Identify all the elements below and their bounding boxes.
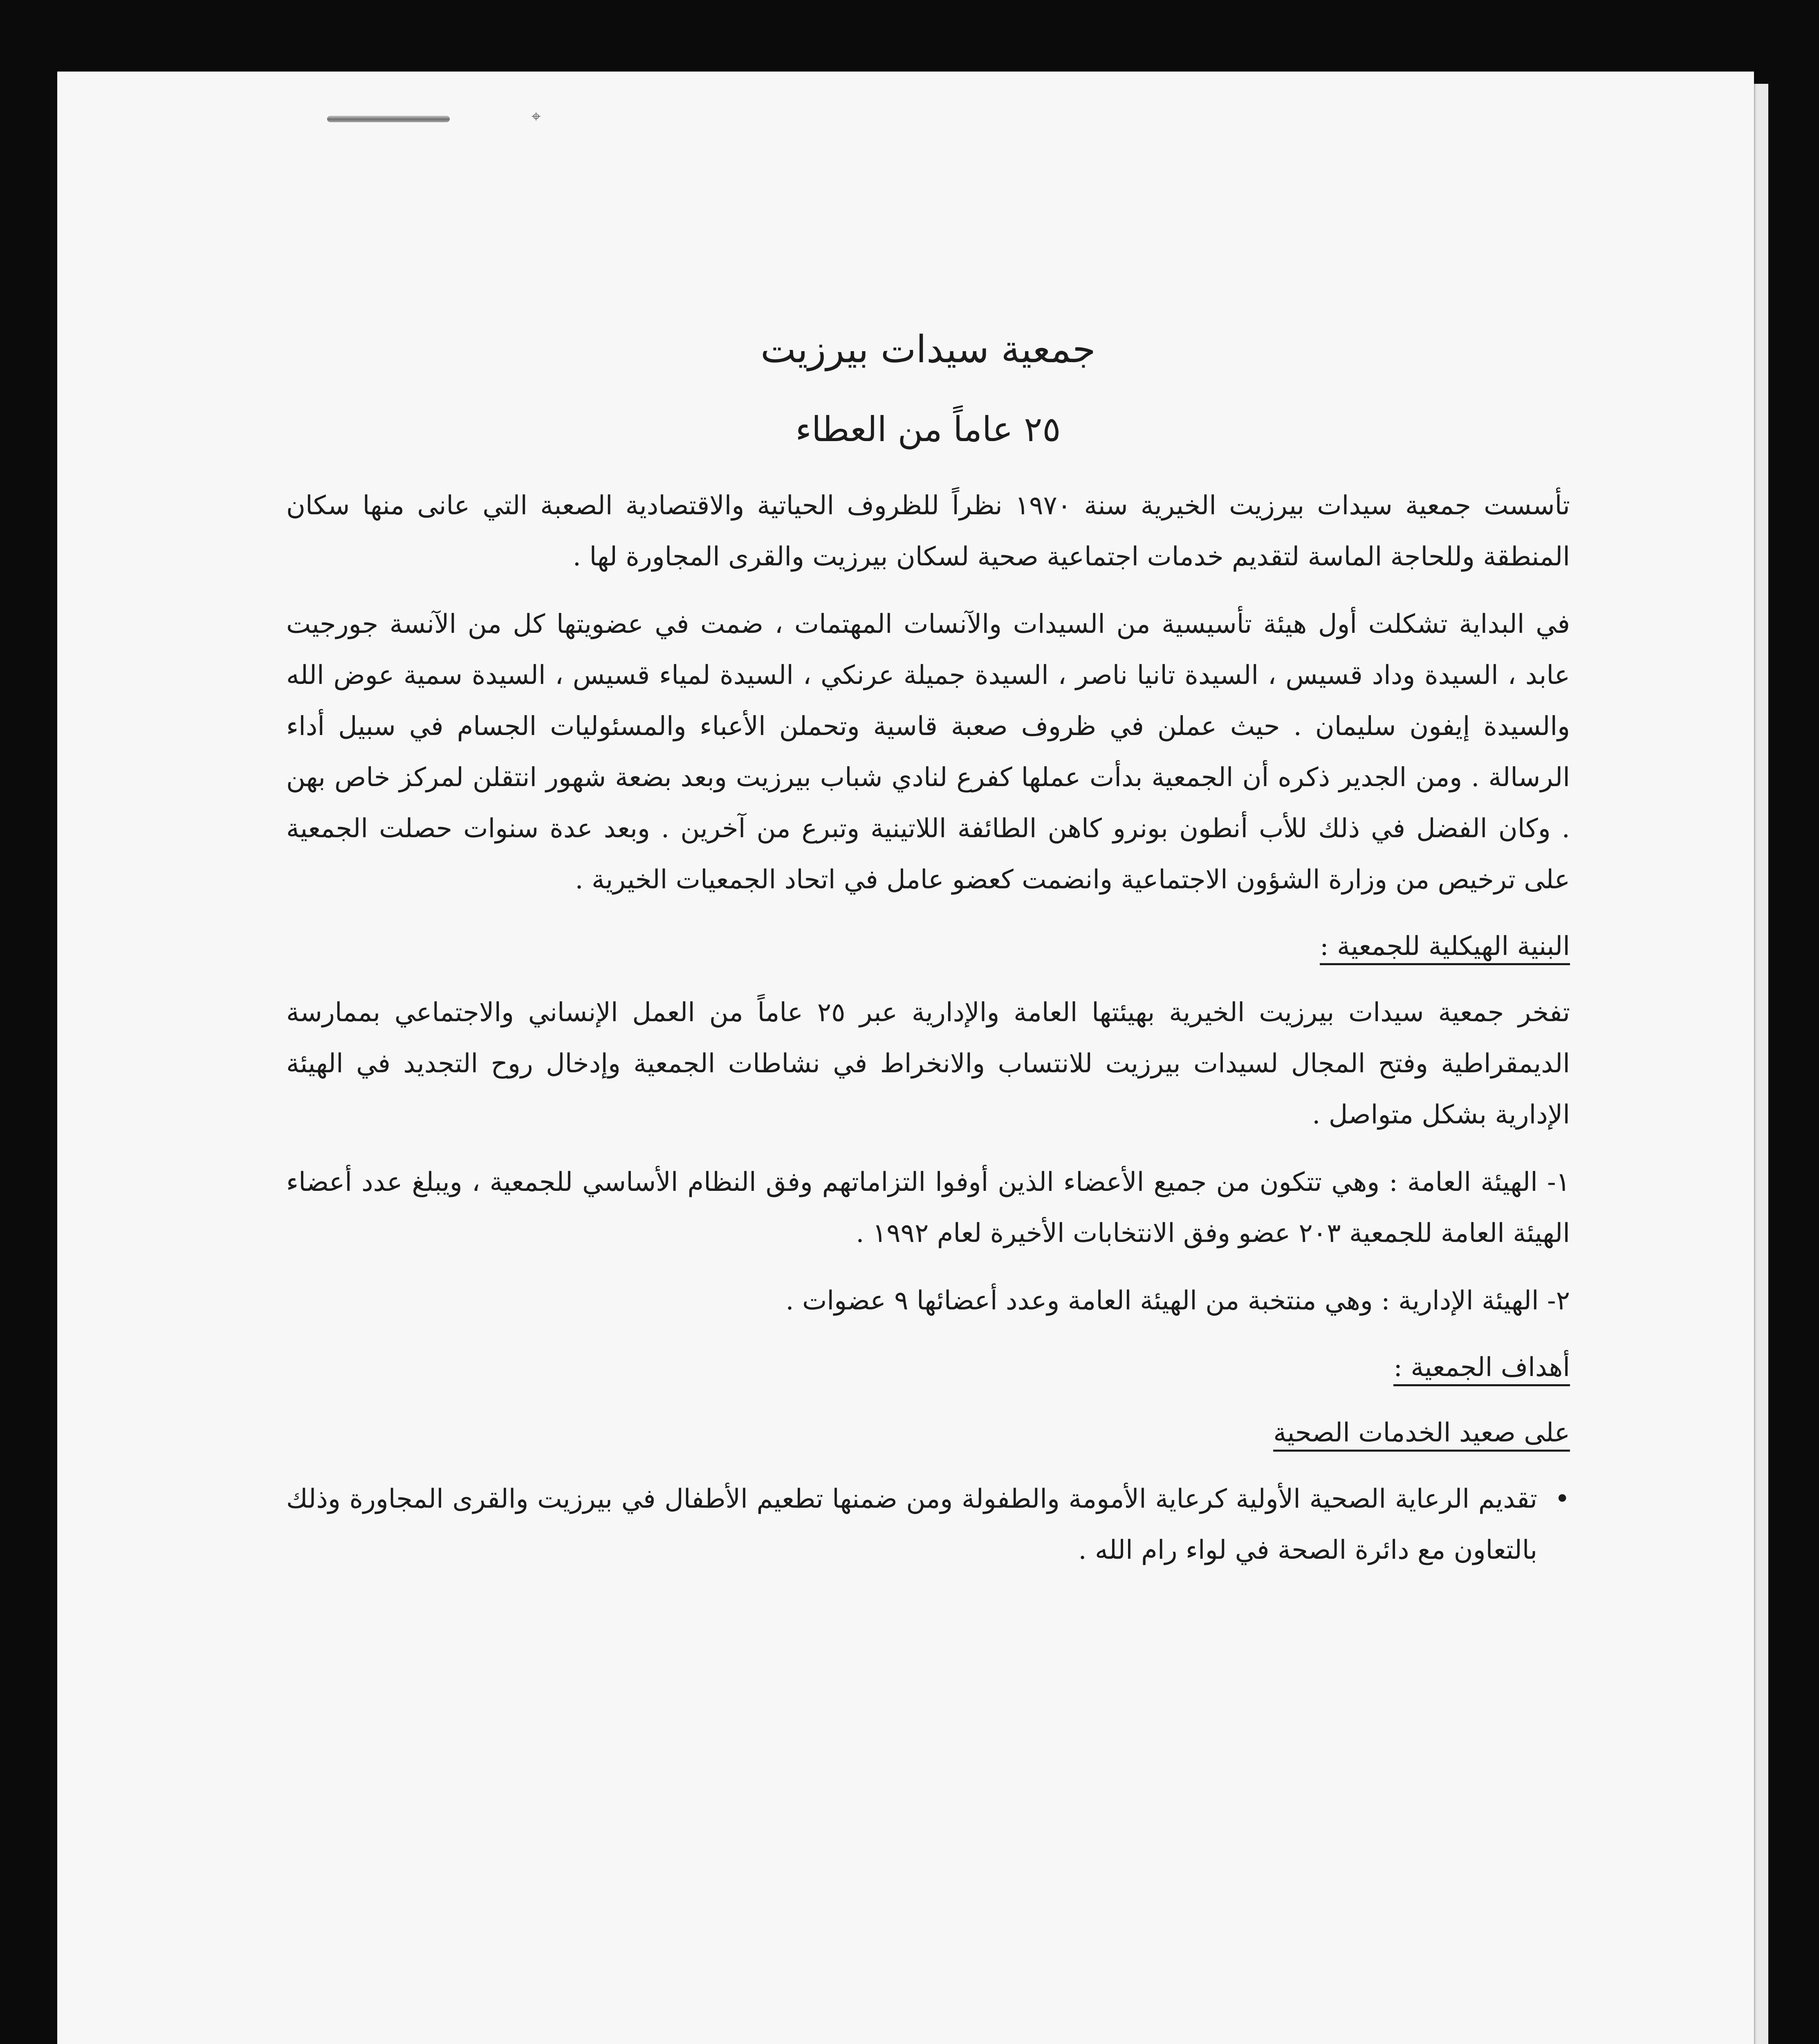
- bullet-dot-icon: •: [1554, 1484, 1570, 1514]
- staple: [327, 116, 450, 122]
- founding-paragraph: في البداية تشكلت أول هيئة تأسيسية من السيدات والآنسات المهتمات ، ضمت في عضويتها كل من الآنسة جورجيت عابد ، السيدة وداد قسيس ، السيدة تانيا ناصر ، السيدة جميلة عرنكي ، السيدة لمياء قسيس ، السيدة سمية عوض الله والسيدة إيفون سليمان . حيث عملن في ظروف صعبة قاسية وتحملن الأعباء والمسئوليات الجسام في سبيل أداء الرسالة . ومن الجدير ذكره أن الجمعية بدأت عملها كفرع لنادي شباب بيرزيت وبعد بضعة شهور انتقلن لمركز خاص بهن . وكان الفضل في ذلك للأب أنطون بونرو كاهن الطائفة اللاتينية وتبرع من آخرين . وبعد عدة سنوات حصلت الجمعية على ترخيص من وزارة الشؤون الاجتماعية وانضمت كعضو عامل في اتحاد الجمعيات الخيرية .: [286, 609, 1570, 895]
- document-body: [286, 321, 1570, 1576]
- document-page: [57, 72, 1754, 2044]
- document-title: جمعية سيدات بيرزيت: [760, 327, 1096, 371]
- structure-heading-text: البنية الهيكلية للجمعية :: [1320, 931, 1570, 965]
- goals-heading: [286, 1343, 1570, 1392]
- structure-paragraph: تفخر جمعية سيدات بيرزيت الخيرية بهيئتها العامة والإدارية عبر ٢٥ عاماً من العمل الإنساني والاجتماعي بممارسة الديمقراطية وفتح المجال لسيدات بيرزيت للانتساب والانخراط في نشاطات الجمعية وإدخال روح التجديد في الهيئة الإدارية بشكل متواصل .: [286, 997, 1570, 1130]
- health-services-heading-text: على صعيد الخدمات الصحية: [1273, 1418, 1570, 1452]
- structure-heading: [286, 922, 1570, 971]
- admin-body-paragraph: ٢- الهيئة الإدارية : وهي منتخبة من الهيئة العامة وعدد أعضائها ٩ عضوات .: [785, 1286, 1570, 1316]
- document-subtitle: ٢٥ عاماً من العطاء: [795, 409, 1061, 449]
- bullet-item-text: تقديم الرعاية الصحية الأولية كرعاية الأمومة والطفولة ومن ضمنها تطعيم الأطفال في بيرزيت والقرى المجاورة وذلك بالتعاون مع دائرة الصحة في لواء رام الله .: [286, 1484, 1538, 1565]
- intro-paragraph: تأسست جمعية سيدات بيرزيت الخيرية سنة ١٩٧٠ نظراً للظروف الحياتية والاقتصادية الصعبة التي عانى منها سكان المنطقة وللحاجة الماسة لتقديم خدمات اجتماعية صحية لسكان بيرزيت والقرى المجاورة لها .: [286, 491, 1570, 572]
- bullet-item: [286, 1474, 1570, 1576]
- general-body-paragraph: ١- الهيئة العامة : وهي تتكون من جميع الأعضاء الذين أوفوا التزاماتهم وفق النظام الأساسي للجمعية ، ويبلغ عدد أعضاء الهيئة العامة للجمعية ٢٠٣ عضو وفق الانتخابات الأخيرة لعام ١٩٩٢ .: [286, 1167, 1570, 1248]
- staple-hole-mark: ⌖: [532, 107, 541, 126]
- goals-heading-text: أهداف الجمعية :: [1393, 1352, 1570, 1386]
- health-services-heading: [286, 1408, 1570, 1457]
